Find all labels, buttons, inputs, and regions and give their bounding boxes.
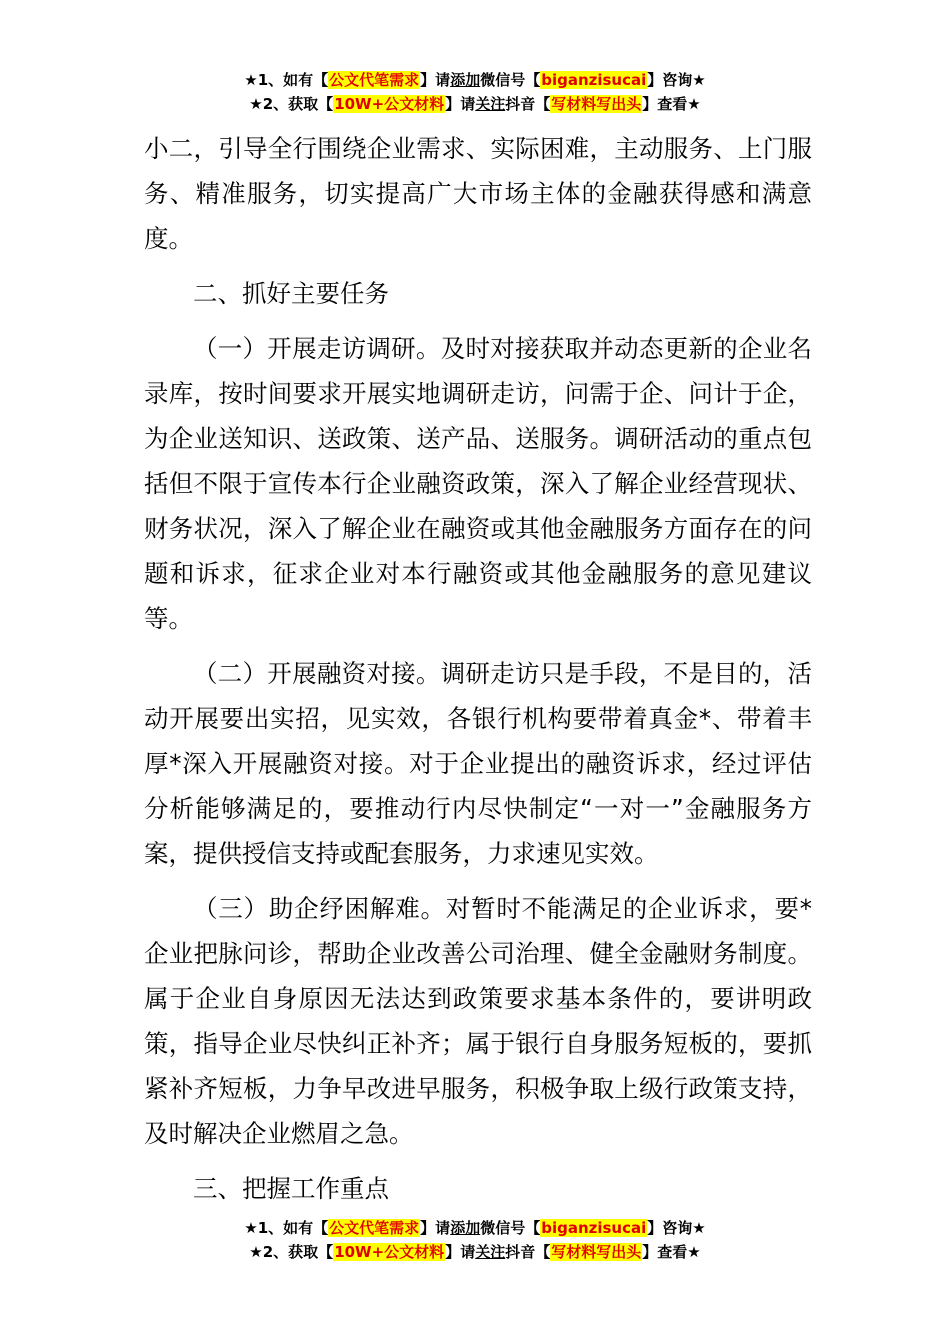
- highlight-service: 公文代笔需求: [329, 71, 420, 89]
- highlight-wechat-id: biganzisucai: [541, 71, 647, 89]
- highlight-materials: 10W+公文材料: [334, 95, 445, 113]
- section-heading-3: 三、把握工作重点: [193, 1174, 389, 1203]
- highlight-douyin: 写材料写出头: [551, 1243, 642, 1261]
- banner-line-1: ★1、如有【公文代笔需求】请添加微信号【biganzisucai】咨询★: [244, 1219, 706, 1237]
- paragraph-continuation: 小二，引导全行围绕企业需求、实际困难，主动服务、上门服务、精准服务，切实提高广大市场主体的金融获得感和满意度。: [144, 134, 812, 253]
- footer-banner: [0, 1216, 950, 1264]
- banner-line-2: ★2、获取【10W+公文材料】请关注抖音【写材料写出头】查看★: [249, 1243, 701, 1261]
- banner-line-2: ★2、获取【10W+公文材料】请关注抖音【写材料写出头】查看★: [249, 95, 701, 113]
- document-body: [144, 126, 812, 1211]
- paragraph-relief: （三）助企纾困解难。对暂时不能满足的企业诉求，要*企业把脉问诊，帮助企业改善公司治理、健全金融财务制度。属于企业自身原因无法达到政策要求基本条件的，要讲明政策，指导企业尽快纠正补齐；属于银行自身服务短板的，要抓紧补齐短板，力争早改进早服务，积极争取上级行政策支持，及时解决企业燃眉之急。: [144, 894, 812, 1148]
- paragraph-visit-research: （一）开展走访调研。及时对接获取并动态更新的企业名录库，按时间要求开展实地调研走访，问需于企、问计于企，为企业送知识、送政策、送产品、送服务。调研活动的重点包括但不限于宣传本行企业融资政策，深入了解企业经营现状、财务状况，深入了解企业在融资或其他金融服务方面存在的问题和诉求，征求企业对本行融资或其他金融服务的意见建议等。: [144, 334, 812, 633]
- paragraph-financing-match: （二）开展融资对接。调研走访只是手段，不是目的，活动开展要出实招，见实效，各银行机构要带着真金*、带着丰厚*深入开展融资对接。对于企业提出的融资诉求，经过评估分析能够满足的，要推动行内尽快制定“一对一”金融服务方案，提供授信支持或配套服务，力求速见实效。: [144, 659, 812, 868]
- highlight-materials: 10W+公文材料: [334, 1243, 445, 1261]
- header-banner: [0, 68, 950, 116]
- banner-line-1: ★1、如有【公文代笔需求】请添加微信号【biganzisucai】咨询★: [244, 71, 706, 89]
- highlight-service: 公文代笔需求: [329, 1219, 420, 1237]
- highlight-douyin: 写材料写出头: [551, 95, 642, 113]
- section-heading-2: 二、抓好主要任务: [193, 279, 389, 308]
- highlight-wechat-id: biganzisucai: [541, 1219, 647, 1237]
